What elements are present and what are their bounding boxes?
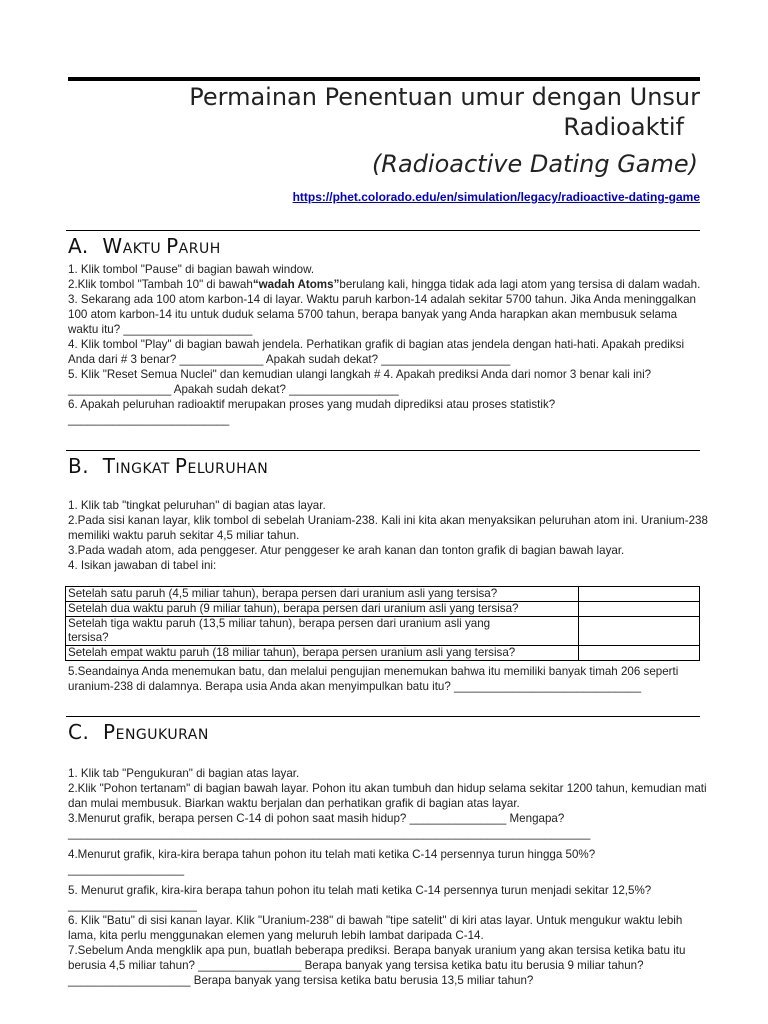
section-b-cap2: P (174, 454, 188, 478)
section-c-item-1: 1. Klik tab "Pengukuran" di bagian atas layar. (68, 767, 300, 780)
section-c-item-2: 2.Klik "Pohon tertanam" di bagian bawah layar. Pohon itu akan tumbuh dan hidup selama sekitar 1200 tahun, kemudian mati dan mulai membusuk. Biarkan waktu berjalan dan perhatikan grafik di bagian atas layar. (68, 782, 707, 810)
section-a-item-6: 6. Apakah peluruhan radioaktif merupakan proses yang mudah diprediksi atau proses statistik? _________________________ (68, 398, 556, 426)
section-b-cap1: T (102, 454, 116, 478)
table-answer-cell[interactable] (579, 646, 700, 661)
section-c-heading (68, 720, 209, 744)
section-a-item-3: 3. Sekarang ada 100 atom karbon-14 di layar. Waktu paruh karbon-14 adalah sekitar 5700 tahun. Jika Anda meninggalkan 100 atom karbon-14 itu untuk duduk selama 5700 tahun, berapa banyak yang Anda harapkan akan membusuk selama waktu itu? ____________________ (68, 293, 696, 336)
section-b-rule (66, 450, 700, 451)
title-line-1: Permainan Penentuan umur dengan Unsur (189, 83, 700, 111)
page-subtitle: (Radioactive Dating Game) (371, 150, 698, 178)
table-question: Setelah dua waktu paruh (9 miliar tahun), berapa persen dari uranium asli yang tersisa? (66, 602, 579, 617)
section-c-item-5: 5. Menurut grafik, kira-kira berapa tahun pohon itu telah mati ketika C-14 persennya turun menjadi sekitar 12,5%? ____________________ (68, 884, 652, 912)
table-question: Setelah tiga waktu paruh (13,5 miliar tahun), berapa persen dari uranium asli yang tersisa? (66, 617, 579, 646)
section-c-item-7: 7.Sebelum Anda mengklik apa pun, buatlah beberapa prediksi. Berapa banyak uranium yang akan tersisa ketika batu itu berusia 4,5 miliar tahun? ________________ Berapa banyak yang tersisa ketika batu itu berusia 9 miliar tahun? ___________________ Berapa banyak yang tersisa ketika batu berusia 13,5 miliar tahun? (68, 944, 686, 987)
top-rule (68, 77, 700, 81)
section-a-body (68, 262, 708, 427)
section-c-body (68, 766, 708, 988)
table-answer-cell[interactable] (579, 587, 700, 602)
section-a-item-2: 2.Klik tombol "Tambah 10" di bawah“wadah Atoms”berulang kali, hingga tidak ada lagi atom yang tersisa di dalam wadah. (68, 278, 701, 291)
section-a-item-5: 5. Klik "Reset Semua Nuclei" dan kemudian ulangi langkah # 4. Apakah prediksi Anda dari nomor 3 benar kali ini? ________________ Apakah sudah dekat? _________________ (68, 368, 652, 396)
section-b-heading (68, 454, 268, 478)
section-a-heading (68, 234, 221, 258)
section-a-rule (66, 230, 700, 231)
section-b-rest1: INGKAT (115, 461, 175, 477)
section-a-cap1: W (102, 234, 123, 258)
section-b-item-4: 4. Isikan jawaban di tabel ini: (68, 559, 217, 572)
section-a-letter: A. (68, 234, 89, 258)
section-b-rest2: ELURUHAN (187, 461, 269, 477)
table-answer-cell[interactable] (579, 617, 700, 646)
section-c-item-3: 3.Menurut grafik, berapa persen C-14 di pohon saat masih hidup? _______________ Mengapa? _________________________________________________________________________________ (68, 812, 591, 840)
section-b-item-2: 2.Pada sisi kanan layar, klik tombol di sebelah Uraniam-238. Kali ini kita akan menyaksikan peluruhan atom ini. Uranium-238 memiliki waktu paruh sekitar 4,5 miliar tahun. (68, 514, 708, 542)
section-c-item-6: 6. Klik "Batu" di sisi kanan layar. Klik "Uranium-238" di bawah "tipe satelit" di kiri atas layar. Untuk mengukur waktu lebih lama, kita perlu menggunakan elemen yang meluruh lebih lambat daripada C-14. (68, 914, 683, 942)
section-c-rule (66, 716, 700, 717)
section-b-item-5 (68, 664, 708, 694)
item-2-bold: wadah Atoms (258, 278, 334, 291)
section-b-letter: B. (68, 454, 90, 478)
table-question: Setelah satu paruh (4,5 miliar tahun), berapa persen dari uranium asli yang tersisa? (66, 587, 579, 602)
section-c-cap1: P (103, 720, 116, 744)
item-2-text-b: berulang kali, hingga tidak ada lagi atom yang tersisa di dalam wadah. (339, 278, 701, 291)
section-a-item-1: 1. Klik tombol "Pause" di bagian bawah window. (68, 263, 315, 276)
section-b-item-5-text: 5.Seandainya Anda menemukan batu, dan melalui pengujian menemukan bahwa itu memiliki banyak timah 206 seperti uranium-238 di dalamnya. Berapa usia Anda akan menyimpulkan batu itu? _____________________________ (68, 665, 679, 693)
simulation-link[interactable]: https://phet.colorado.edu/en/simulation/legacy/radioactive-dating-game (292, 190, 700, 204)
section-a-rest2: ARUH (178, 241, 221, 257)
section-a-rest1: AKTU (122, 241, 167, 257)
section-c-item-4: 4.Menurut grafik, kira-kira berapa tahun pohon itu telah mati ketika C-14 persennya turun hingga 50%? __________________ (68, 848, 596, 876)
section-a-cap2: P (166, 234, 179, 258)
section-b-item-3: 3.Pada wadah atom, ada penggeser. Atur penggeser ke arah kanan dan tonton grafik di bagian bawah layar. (68, 544, 625, 557)
half-life-table (65, 586, 700, 661)
table-question: Setelah empat waktu paruh (18 miliar tahun), berapa persen uranium asli yang tersisa? (66, 646, 579, 661)
item-2-text-a: 2.Klik tombol "Tambah 10" di bawah (68, 278, 253, 291)
table-row (66, 602, 700, 617)
section-b-body (68, 498, 708, 573)
page-title (100, 82, 700, 142)
table-answer-cell[interactable] (579, 602, 700, 617)
title-line-2: Radioaktif (563, 113, 684, 141)
section-c-letter: C. (68, 720, 90, 744)
section-a-item-4: 4. Klik tombol "Play" di bagian bawah jendela. Perhatikan grafik di bagian atas jendela dengan hati-hati. Apakah prediksi Anda dari # 3 benar? _____________ Apakah sudah dekat? ____________________ (68, 338, 685, 366)
section-b-item-1: 1. Klik tab "tingkat peluruhan" di bagian atas layar. (68, 499, 326, 512)
table-row (66, 617, 700, 646)
section-c-rest1: ENGUKURAN (115, 727, 209, 743)
table-row (66, 587, 700, 602)
table-row (66, 646, 700, 661)
